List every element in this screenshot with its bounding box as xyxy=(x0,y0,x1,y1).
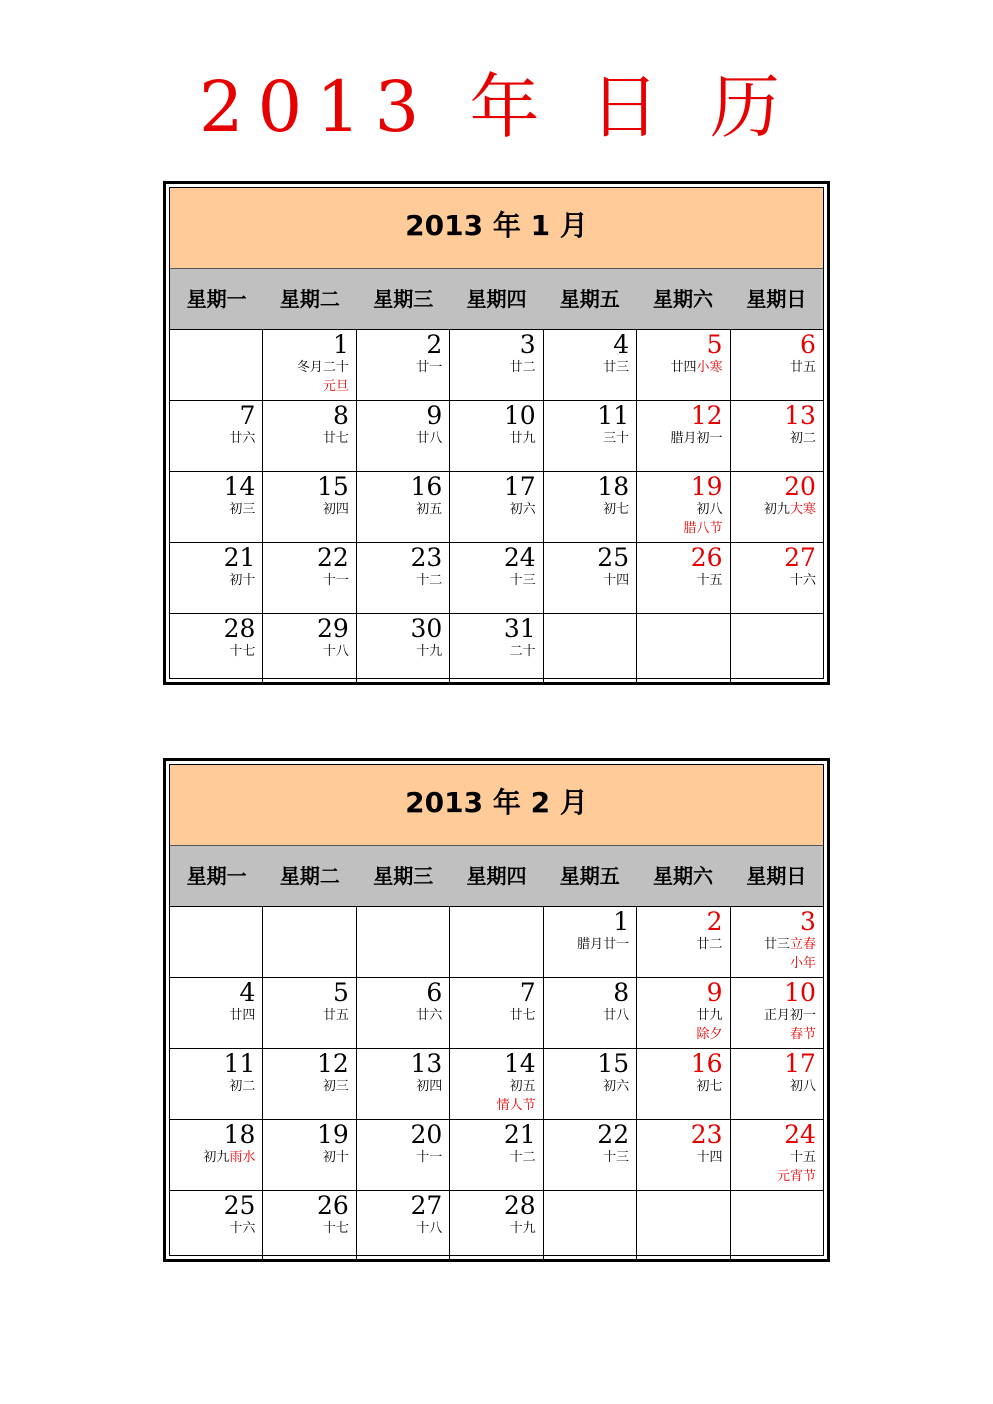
day-number: 23 xyxy=(690,1120,723,1149)
calendar-grid xyxy=(170,907,823,1261)
calendar-month-feb xyxy=(163,758,830,1262)
week-row xyxy=(170,978,823,1049)
weekday-header-row xyxy=(170,269,823,330)
lunar-date-line xyxy=(510,1150,536,1166)
empty-day-cell xyxy=(170,330,263,400)
day-number: 9 xyxy=(706,978,723,1007)
lunar-date-line xyxy=(416,502,442,518)
day-cell xyxy=(357,401,450,471)
day-cell xyxy=(637,978,730,1048)
lunar-date: 廿四 xyxy=(670,360,697,375)
day-cell xyxy=(637,401,730,471)
day-cell xyxy=(450,330,543,400)
lunar-date: 初九 xyxy=(203,1150,230,1165)
day-cell xyxy=(450,1049,543,1119)
day-number: 27 xyxy=(784,543,816,572)
festival-label: 小年 xyxy=(789,956,816,971)
day-number: 10 xyxy=(784,978,816,1007)
week-row xyxy=(170,543,823,614)
lunar-date-line xyxy=(510,1221,536,1237)
month-title: 2013 年 2 月 xyxy=(170,765,823,846)
day-number: 3 xyxy=(800,907,816,936)
day-cell xyxy=(637,907,730,977)
day-number: 18 xyxy=(223,1120,256,1149)
day-number: 24 xyxy=(503,543,536,572)
lunar-date: 廿二 xyxy=(696,937,723,952)
day-number: 8 xyxy=(332,401,349,430)
day-cell xyxy=(450,1191,543,1261)
weekday-label: 星期日 xyxy=(746,287,807,311)
lunar-date-line xyxy=(790,1150,816,1166)
day-cell xyxy=(357,978,450,1048)
lunar-date: 初四 xyxy=(322,502,349,517)
day-cell xyxy=(170,1049,263,1119)
lunar-date-line xyxy=(603,1079,629,1095)
day-cell xyxy=(170,978,263,1048)
festival-label: 情人节 xyxy=(496,1098,536,1113)
lunar-date: 冬月二十 xyxy=(296,360,349,375)
day-number: 20 xyxy=(784,472,816,501)
lunar-date: 初三 xyxy=(229,502,256,517)
lunar-date-line xyxy=(697,937,723,953)
day-number: 10 xyxy=(503,401,536,430)
lunar-date: 初六 xyxy=(603,1079,630,1094)
lunar-date: 十三 xyxy=(509,573,536,588)
festival-label: 元宵节 xyxy=(776,1169,816,1184)
day-cell xyxy=(544,330,637,400)
day-cell xyxy=(731,330,823,400)
day-cell xyxy=(731,1120,823,1190)
day-cell xyxy=(357,543,450,613)
day-number: 31 xyxy=(503,614,536,643)
day-number: 18 xyxy=(597,472,630,501)
lunar-date: 初五 xyxy=(416,502,443,517)
lunar-date-line xyxy=(323,1008,349,1024)
lunar-date: 初八 xyxy=(696,502,723,517)
day-number: 6 xyxy=(800,330,816,359)
lunar-date-line xyxy=(323,644,349,660)
empty-day-cell xyxy=(544,1191,637,1261)
lunar-date: 初六 xyxy=(509,502,536,517)
lunar-date-line xyxy=(510,573,536,589)
weekday-label: 星期五 xyxy=(559,287,620,311)
day-cell xyxy=(357,1049,450,1119)
festival-label: 除夕 xyxy=(696,1027,723,1042)
lunar-date: 初九 xyxy=(763,502,790,517)
empty-day-cell xyxy=(544,614,637,684)
day-cell xyxy=(263,330,356,400)
lunar-date: 二十 xyxy=(509,644,536,659)
page-title: 2013 年 日 历 xyxy=(199,66,794,148)
day-cell xyxy=(170,401,263,471)
weekday-label: 星期四 xyxy=(466,864,527,888)
day-cell xyxy=(263,472,356,542)
day-cell xyxy=(450,472,543,542)
day-number: 5 xyxy=(332,978,349,1007)
lunar-date-line xyxy=(671,360,723,376)
lunar-date-line xyxy=(790,573,816,589)
day-cell xyxy=(263,614,356,684)
day-cell xyxy=(544,472,637,542)
weekday-label: 星期四 xyxy=(466,287,527,311)
lunar-date: 廿七 xyxy=(509,1008,536,1023)
day-number: 22 xyxy=(317,543,349,572)
weekday-label: 星期二 xyxy=(279,864,340,888)
lunar-date-line xyxy=(229,1221,255,1237)
day-cell xyxy=(731,978,823,1048)
lunar-date: 十五 xyxy=(789,1150,816,1165)
lunar-date-line xyxy=(323,1221,349,1237)
lunar-date: 廿八 xyxy=(416,431,443,446)
day-number: 28 xyxy=(223,614,256,643)
lunar-date: 十六 xyxy=(229,1221,256,1236)
lunar-date: 腊月初一 xyxy=(670,431,723,446)
day-number: 6 xyxy=(426,978,443,1007)
empty-day-cell xyxy=(450,907,543,977)
calendar-month-jan xyxy=(163,181,830,685)
day-cell xyxy=(637,330,730,400)
lunar-date: 十八 xyxy=(416,1221,443,1236)
lunar-date: 初二 xyxy=(229,1079,256,1094)
lunar-date-line xyxy=(323,431,349,447)
day-number: 8 xyxy=(613,978,630,1007)
day-number: 7 xyxy=(239,401,256,430)
lunar-date-line xyxy=(203,1150,255,1166)
day-number: 21 xyxy=(223,543,256,572)
day-cell xyxy=(170,472,263,542)
lunar-date-line xyxy=(764,1008,816,1024)
lunar-date: 十一 xyxy=(322,573,349,588)
day-number: 11 xyxy=(223,1049,256,1078)
day-cell xyxy=(263,1049,356,1119)
day-cell xyxy=(357,472,450,542)
day-cell xyxy=(731,907,823,977)
empty-day-cell xyxy=(263,907,356,977)
day-number: 4 xyxy=(613,330,630,359)
empty-day-cell xyxy=(637,614,730,684)
solar-term: 大寒 xyxy=(789,502,816,517)
day-number: 20 xyxy=(410,1120,443,1149)
day-cell xyxy=(544,1120,637,1190)
week-row xyxy=(170,401,823,472)
lunar-date-line xyxy=(577,937,629,953)
day-number: 11 xyxy=(597,401,630,430)
lunar-date-line xyxy=(323,502,349,518)
day-number: 16 xyxy=(690,1049,723,1078)
day-number: 16 xyxy=(410,472,443,501)
lunar-date-line xyxy=(416,644,442,660)
day-cell xyxy=(450,614,543,684)
day-number: 4 xyxy=(239,978,256,1007)
lunar-date: 廿六 xyxy=(229,431,256,446)
lunar-date-line xyxy=(510,360,536,376)
weekday-label: 星期一 xyxy=(186,864,247,888)
lunar-date: 三十 xyxy=(603,431,630,446)
day-number: 27 xyxy=(410,1191,443,1220)
lunar-date-line xyxy=(697,1008,723,1024)
day-cell xyxy=(450,978,543,1048)
lunar-date-line xyxy=(603,1150,629,1166)
lunar-date-line xyxy=(671,431,723,447)
month-title: 2013 年 1 月 xyxy=(170,188,823,269)
week-row xyxy=(170,472,823,543)
day-number: 12 xyxy=(317,1049,349,1078)
lunar-date-line xyxy=(510,502,536,518)
day-cell xyxy=(263,978,356,1048)
lunar-date: 廿九 xyxy=(509,431,536,446)
day-number: 30 xyxy=(410,614,443,643)
weekday-label: 星期三 xyxy=(373,287,434,311)
festival-label: 腊八节 xyxy=(683,521,723,536)
lunar-date: 廿一 xyxy=(416,360,443,375)
lunar-date-line xyxy=(764,937,816,953)
day-cell xyxy=(544,978,637,1048)
day-number: 2 xyxy=(426,330,443,359)
day-number: 1 xyxy=(613,907,630,936)
day-number: 22 xyxy=(597,1120,630,1149)
day-cell xyxy=(170,1191,263,1261)
solar-term: 雨水 xyxy=(229,1150,256,1165)
day-cell xyxy=(731,543,823,613)
lunar-date: 初八 xyxy=(789,1079,816,1094)
day-cell xyxy=(263,543,356,613)
day-cell xyxy=(357,330,450,400)
lunar-date-line xyxy=(297,360,349,376)
lunar-date-line xyxy=(416,573,442,589)
lunar-date: 腊月廿一 xyxy=(577,937,630,952)
calendar-grid xyxy=(170,330,823,684)
week-row xyxy=(170,1049,823,1120)
week-row xyxy=(170,907,823,978)
weekday-label: 星期三 xyxy=(373,864,434,888)
lunar-date-line xyxy=(603,1008,629,1024)
day-number: 9 xyxy=(426,401,443,430)
lunar-date-line xyxy=(603,573,629,589)
lunar-date-line xyxy=(416,1221,442,1237)
day-number: 19 xyxy=(690,472,723,501)
weekday-label: 星期一 xyxy=(186,287,247,311)
day-number: 23 xyxy=(410,543,443,572)
lunar-date: 初四 xyxy=(416,1079,443,1094)
day-cell xyxy=(637,1049,730,1119)
lunar-date: 十一 xyxy=(416,1150,443,1165)
weekday-label: 星期六 xyxy=(653,287,714,311)
day-number: 3 xyxy=(519,330,536,359)
day-number: 7 xyxy=(519,978,536,1007)
festival-label: 元旦 xyxy=(322,379,349,394)
lunar-date: 廿四 xyxy=(229,1008,256,1023)
lunar-date: 廿三 xyxy=(763,937,790,952)
day-cell xyxy=(450,1120,543,1190)
lunar-date: 初二 xyxy=(789,431,816,446)
lunar-date-line xyxy=(790,1079,816,1095)
lunar-date: 十四 xyxy=(696,1150,723,1165)
lunar-date: 初五 xyxy=(509,1079,536,1094)
week-row xyxy=(170,1191,823,1261)
lunar-date-line xyxy=(323,573,349,589)
lunar-date-line xyxy=(229,573,255,589)
lunar-date: 廿二 xyxy=(509,360,536,375)
day-number: 5 xyxy=(706,330,723,359)
solar-term: 小寒 xyxy=(696,360,723,375)
lunar-date-line xyxy=(229,502,255,518)
solar-term: 立春 xyxy=(789,937,816,952)
lunar-date-line xyxy=(697,1150,723,1166)
lunar-date-line xyxy=(229,1079,255,1095)
day-cell xyxy=(637,472,730,542)
day-cell xyxy=(450,401,543,471)
day-cell xyxy=(544,543,637,613)
day-number: 25 xyxy=(597,543,630,572)
lunar-date-line xyxy=(229,1008,255,1024)
day-number: 21 xyxy=(503,1120,536,1149)
day-number: 26 xyxy=(690,543,723,572)
day-cell xyxy=(263,1120,356,1190)
day-number: 28 xyxy=(503,1191,536,1220)
weekday-label: 星期五 xyxy=(559,864,620,888)
day-cell xyxy=(263,401,356,471)
day-cell xyxy=(637,543,730,613)
lunar-date-line xyxy=(603,360,629,376)
weekday-label: 星期日 xyxy=(746,864,807,888)
lunar-date: 初七 xyxy=(696,1079,723,1094)
day-cell xyxy=(357,1120,450,1190)
lunar-date-line xyxy=(697,502,723,518)
weekday-label: 星期二 xyxy=(279,287,340,311)
lunar-date: 初十 xyxy=(229,573,256,588)
lunar-date-line xyxy=(697,573,723,589)
lunar-date: 十九 xyxy=(416,644,443,659)
day-number: 13 xyxy=(784,401,816,430)
weekday-label: 星期六 xyxy=(653,864,714,888)
week-row xyxy=(170,330,823,401)
lunar-date: 十二 xyxy=(416,573,443,588)
lunar-date-line xyxy=(510,1079,536,1095)
lunar-date-line xyxy=(603,431,629,447)
day-number: 25 xyxy=(223,1191,256,1220)
empty-day-cell xyxy=(170,907,263,977)
lunar-date: 廿六 xyxy=(416,1008,443,1023)
day-cell xyxy=(170,543,263,613)
day-cell xyxy=(170,614,263,684)
day-cell xyxy=(731,401,823,471)
day-number: 19 xyxy=(317,1120,349,1149)
lunar-date-line xyxy=(229,644,255,660)
lunar-date: 廿八 xyxy=(603,1008,630,1023)
lunar-date: 初十 xyxy=(322,1150,349,1165)
lunar-date: 初七 xyxy=(603,502,630,517)
empty-day-cell xyxy=(731,1191,823,1261)
lunar-date-line xyxy=(790,431,816,447)
day-cell xyxy=(731,472,823,542)
day-cell xyxy=(170,1120,263,1190)
lunar-date-line xyxy=(416,431,442,447)
lunar-date: 十八 xyxy=(322,644,349,659)
lunar-date: 初三 xyxy=(322,1079,349,1094)
lunar-date: 十三 xyxy=(603,1150,630,1165)
lunar-date: 十七 xyxy=(229,644,256,659)
day-cell xyxy=(544,401,637,471)
lunar-date-line xyxy=(510,644,536,660)
week-row xyxy=(170,1120,823,1191)
lunar-date: 十六 xyxy=(789,573,816,588)
lunar-date-line xyxy=(697,1079,723,1095)
day-cell xyxy=(357,1191,450,1261)
lunar-date-line xyxy=(790,360,816,376)
lunar-date-line xyxy=(603,502,629,518)
lunar-date: 廿五 xyxy=(322,1008,349,1023)
lunar-date-line xyxy=(416,360,442,376)
lunar-date: 廿九 xyxy=(696,1008,723,1023)
lunar-date: 廿五 xyxy=(789,360,816,375)
lunar-date: 十二 xyxy=(509,1150,536,1165)
day-cell xyxy=(357,614,450,684)
week-row xyxy=(170,614,823,684)
lunar-date: 十四 xyxy=(603,573,630,588)
empty-day-cell xyxy=(637,1191,730,1261)
day-number: 26 xyxy=(317,1191,349,1220)
day-cell xyxy=(731,1049,823,1119)
lunar-date: 廿三 xyxy=(603,360,630,375)
day-number: 13 xyxy=(410,1049,443,1078)
lunar-date-line xyxy=(510,1008,536,1024)
day-cell xyxy=(637,1120,730,1190)
day-number: 29 xyxy=(317,614,349,643)
lunar-date-line xyxy=(764,502,816,518)
day-number: 15 xyxy=(317,472,349,501)
day-number: 17 xyxy=(503,472,536,501)
lunar-date: 廿七 xyxy=(322,431,349,446)
lunar-date-line xyxy=(323,1150,349,1166)
day-number: 14 xyxy=(223,472,256,501)
day-cell xyxy=(450,543,543,613)
lunar-date: 正月初一 xyxy=(763,1008,816,1023)
lunar-date-line xyxy=(510,431,536,447)
day-number: 17 xyxy=(784,1049,816,1078)
day-number: 24 xyxy=(784,1120,816,1149)
lunar-date-line xyxy=(416,1079,442,1095)
day-cell xyxy=(544,1049,637,1119)
empty-day-cell xyxy=(731,614,823,684)
festival-label: 春节 xyxy=(789,1027,816,1042)
day-number: 1 xyxy=(332,330,349,359)
lunar-date: 十五 xyxy=(696,573,723,588)
day-number: 2 xyxy=(706,907,723,936)
lunar-date-line xyxy=(416,1150,442,1166)
lunar-date-line xyxy=(229,431,255,447)
weekday-header-row xyxy=(170,846,823,907)
lunar-date: 十九 xyxy=(509,1221,536,1236)
day-number: 15 xyxy=(597,1049,630,1078)
empty-day-cell xyxy=(357,907,450,977)
lunar-date-line xyxy=(323,1079,349,1095)
lunar-date-line xyxy=(416,1008,442,1024)
day-number: 14 xyxy=(503,1049,536,1078)
lunar-date: 十七 xyxy=(322,1221,349,1236)
day-cell xyxy=(544,907,637,977)
day-cell xyxy=(263,1191,356,1261)
day-number: 12 xyxy=(690,401,723,430)
